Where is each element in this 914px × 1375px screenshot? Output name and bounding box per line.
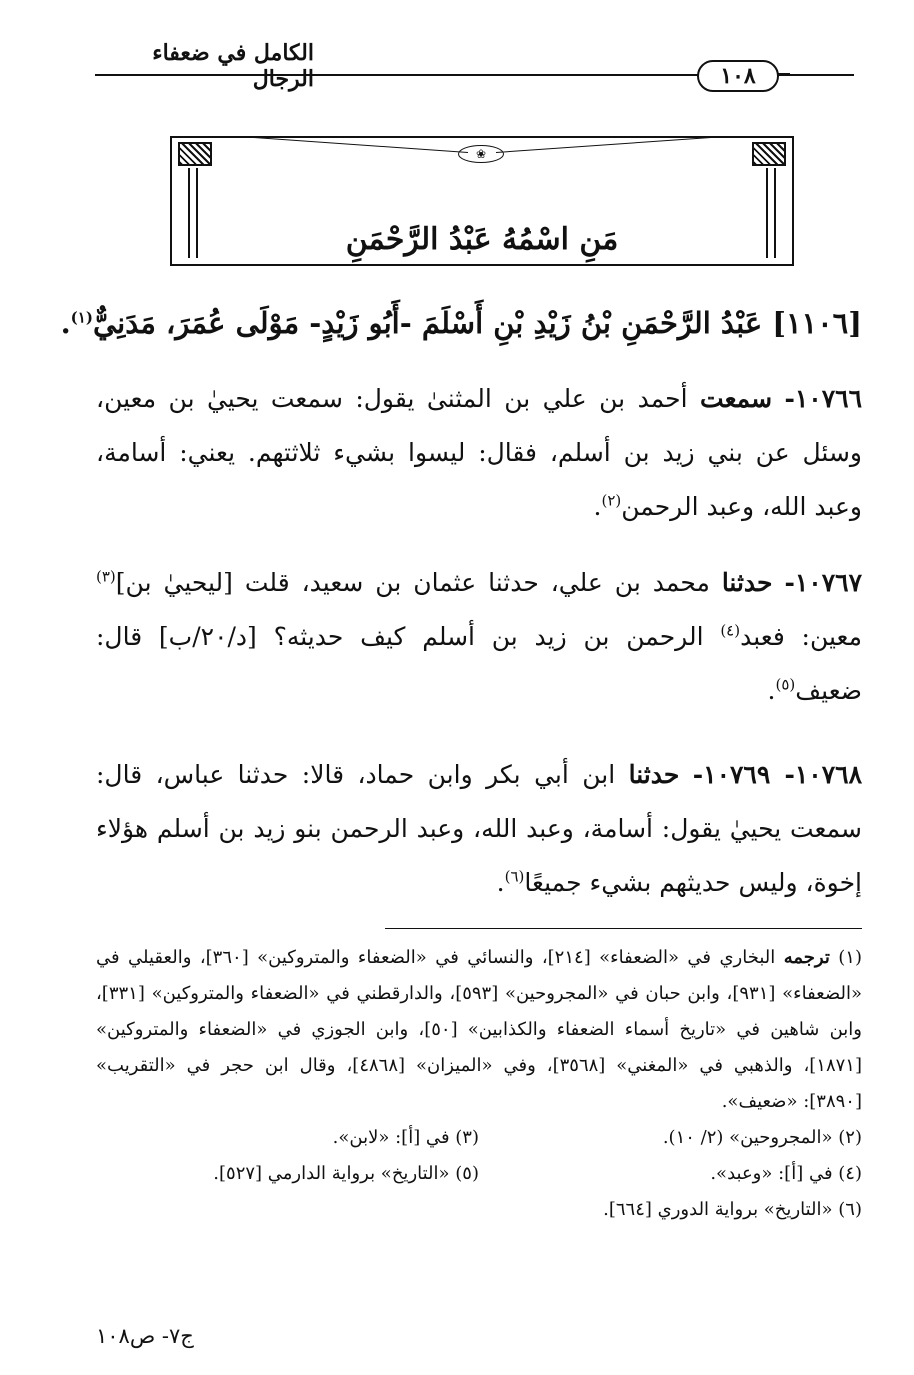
footnote-4: (٤) في [أ]: «وعبد». — [710, 1163, 862, 1184]
footnote-row — [96, 1156, 862, 1192]
footnotes — [96, 940, 862, 1228]
footnote-keyword: ترجمه — [783, 947, 830, 968]
narration-number: ١٠٧٦٨- ١٠٧٦٩- — [692, 760, 862, 789]
ornament-corner-right — [752, 142, 786, 166]
footnote-number: (١) — [838, 947, 862, 968]
narration-keyword: حدثنا — [721, 568, 773, 597]
ornament-line-right — [496, 136, 726, 153]
footnote-5: (٥) «التاريخ» برواية الدارمي [٥٢٧]. — [213, 1163, 479, 1184]
footnote-ref: (١) — [70, 308, 93, 327]
chapter-frame — [170, 136, 794, 266]
narration-text: . — [767, 676, 776, 705]
footnote-ref: (٢) — [601, 491, 622, 510]
narration-text: الرحمن بن زيد بن أسلم كيف حديثه؟ [د/٢٠/ب] قال: ضعيف — [96, 622, 862, 705]
page-number-badge: ١٠٨ — [697, 60, 779, 92]
footnote-ref: (٦) — [504, 867, 525, 886]
chapter-title: مَنِ اسْمُهُ عَبْدُ الرَّحْمَنِ — [345, 222, 619, 257]
flower-ornament-icon: ❀ — [458, 145, 504, 163]
narration-text: ابن أبي بكر وابن حماد، قالا: حدثنا عباس، قال: سمعت يحييٰ يقول: أسامة، وعبد الله، وعبد الرحمن بنو زيد بن أسلم هؤلاء إخوة، وليس حديثهم بشيء جميعًا — [96, 760, 862, 897]
footnote-row — [96, 1120, 862, 1156]
footnote-ref: (٣) — [96, 567, 116, 586]
narration-paragraph — [96, 372, 862, 534]
narration-paragraph — [96, 556, 862, 718]
volume-page-reference: ج٧- ص١٠٨ — [96, 1324, 194, 1348]
footnote-ref: (٥) — [775, 675, 796, 694]
entry-heading-text: [١١٠٦] عَبْدُ الرَّحْمَنِ بْنُ زَيْدِ بْنِ أَسْلَمَ -أَبُو زَيْدٍ- مَوْلَى عُمَرَ، مَدَنِيٌّ — [92, 306, 862, 340]
footnote-1 — [96, 940, 862, 1120]
narration-text: معين: فعبد — [740, 622, 862, 651]
narration-text: . — [496, 868, 505, 897]
footnote-2: (٢) «المجروحين» (٢/ ١٠). — [662, 1127, 862, 1148]
entry-heading — [60, 306, 862, 340]
narration-number: ١٠٧٦٦- — [784, 384, 863, 413]
narration-text: محمد بن علي، حدثنا عثمان بن سعيد، قلت [ليحييٰ بن] — [115, 568, 710, 597]
entry-heading-period: . — [60, 306, 71, 340]
footnote-3: (٣) في [أ]: «لابن». — [332, 1127, 479, 1148]
narration-paragraph — [96, 748, 862, 910]
ornament-corner-left — [178, 142, 212, 166]
narration-keyword: حدثنا — [628, 760, 680, 789]
narration-number: ١٠٧٦٧- — [784, 568, 863, 597]
book-title: الكامل في ضعفاء الرجال — [152, 40, 314, 92]
narration-text: أحمد بن علي بن المثنىٰ يقول: سمعت يحييٰ بن معين، وسئل عن بني زيد بن أسلم، فقال: ليسوا بشيء ثلاثتهم. يعني: أسامة، وعبد الله، وعبد الرحمن — [96, 384, 862, 521]
footnote-ref: (٤) — [720, 621, 741, 640]
footnote-text: البخاري في «الضعفاء» [٢١٤]، والنسائي في «الضعفاء والمتروكين» [٣٦٠]، والعقيلي في «الضعفاء» [٩٣١]، وابن حبان في «المجروحين» [٥٩٣]، والدارقطني في «الضعفاء والمتروكين» [٣٣١]، وابن شاهين في «تاريخ أسماء الضعفاء والكذابين» [٥٠]، وابن الجوزي في «الضعفاء والمتروكين» [١٨٧١]، والذهبي في «المغني» [٣٥٦٨]، وفي «الميزان» [٤٨٦٨]، وقال ابن حجر في «التقريب» [٣٨٩٠]: «ضعيف». — [96, 947, 862, 1112]
footnote-6: (٦) «التاريخ» برواية الدوري [٦٦٤]. — [603, 1199, 862, 1220]
ornament-line-left — [239, 136, 469, 153]
narration-text: . — [593, 492, 602, 521]
footnote-divider — [385, 928, 862, 929]
narration-keyword: سمعت — [700, 384, 773, 413]
